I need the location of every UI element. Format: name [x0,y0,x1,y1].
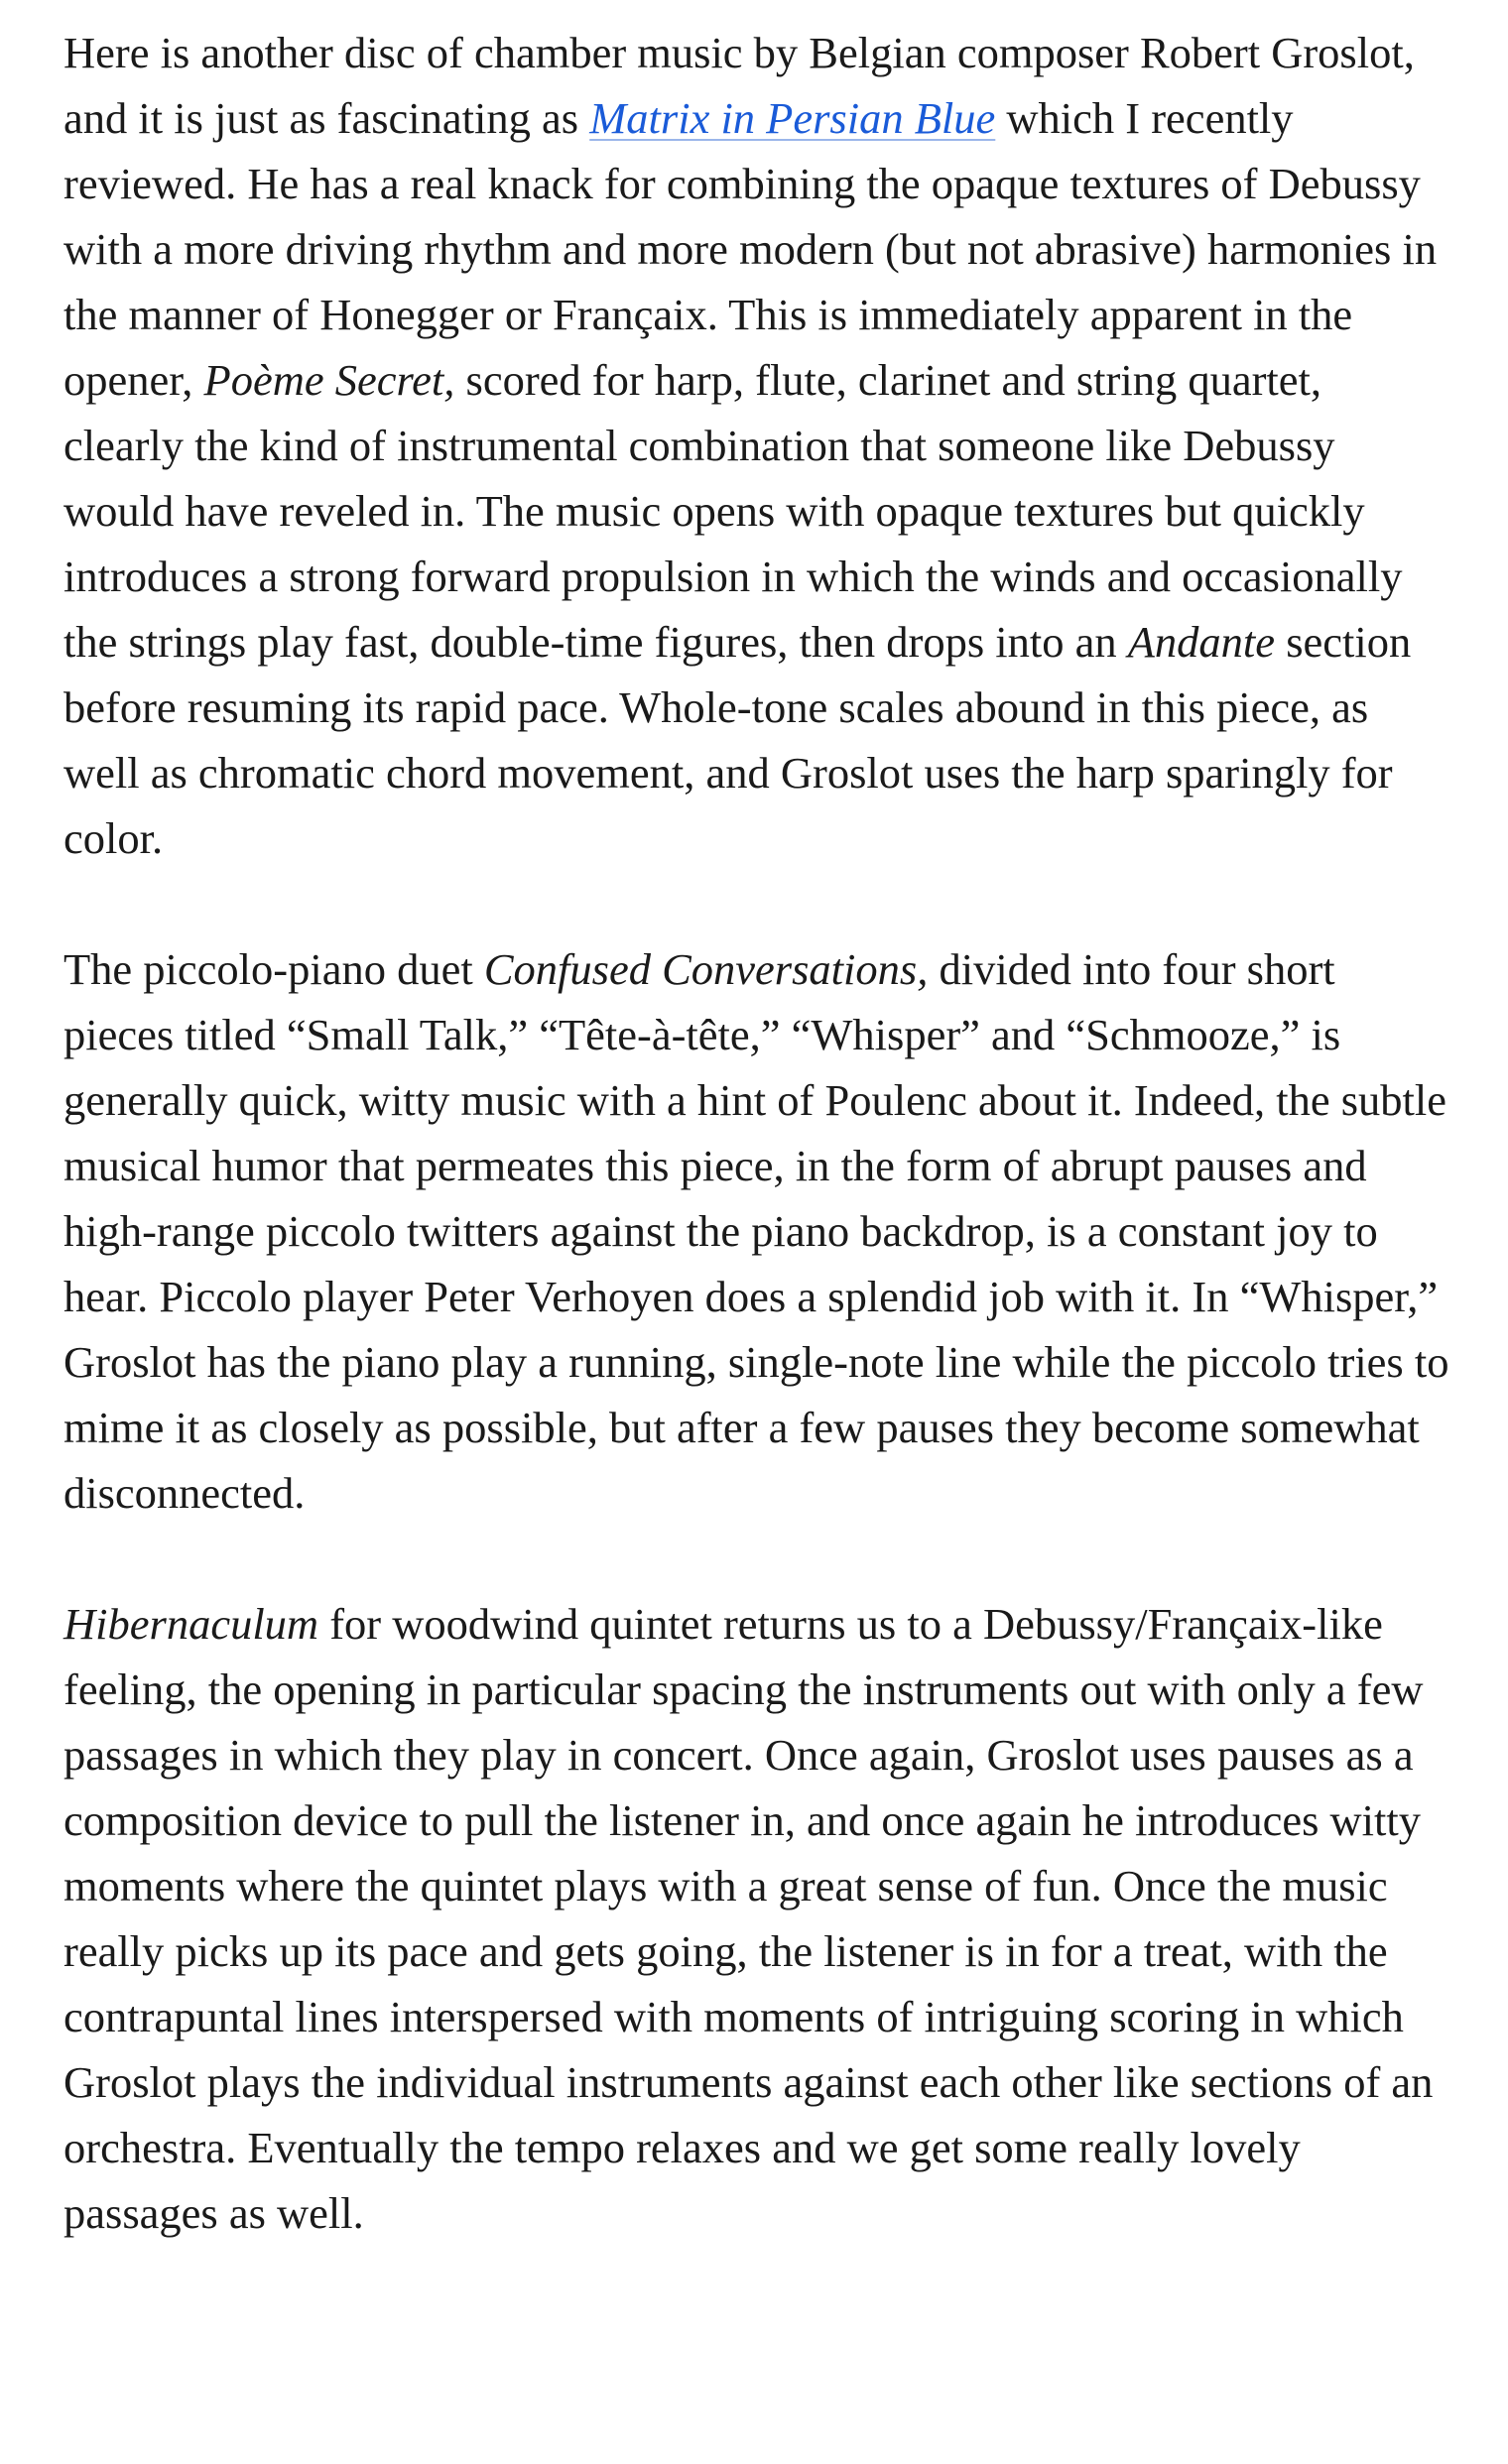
paragraph-2 [63,936,1452,1526]
paragraph-3 [63,1591,1452,2246]
paragraph-1 [63,20,1452,871]
matrix-in-persian-blue-link[interactable]: Matrix in Persian Blue [589,93,996,143]
poeme-secret-title: Poème Secret, [203,355,455,405]
paragraph-1-text-3: scored for harp, flute, clarinet and string quartet, clearly the kind of instrumental combination that someone like Debussy would have reveled in. The music opens with opaque textures but quickly introduces a strong forward propulsion in which the winds and occasionally the strings play fast, double-time figures, then drops into an [63,355,1403,667]
paragraph-2-text-2: divided into four short pieces titled “Small Talk,” “Tête-à-tête,” “Whisper” and “Schmooze,” is generally quick, witty music with a hint of Poulenc about it. Indeed, the subtle musical humor that permeates this piece, in the form of abrupt pauses and high-range piccolo twitters against the piano backdrop, is a constant joy to hear. Piccolo player Peter Verhoyen does a splendid job with it. In “Whisper,” Groslot has the piano play a running, single-note line while the piccolo tries to mime it as closely as possible, but after a few pauses they become somewhat disconnected. [63,944,1449,1518]
paragraph-3-text-1: for woodwind quintet returns us to a Debussy/Françaix-like feeling, the opening in particular spacing the instruments out with only a few passages in which they play in concert. Once again, Groslot uses pauses as a composition device to pull the listener in, and once again he introduces witty moments where the quintet plays with a great sense of fun. Once the music really picks up its pace and gets going, the listener is in for a treat, with the contrapuntal lines interspersed with moments of intriguing scoring in which Groslot plays the individual instruments against each other like sections of an orchestra. Eventually the tempo relaxes and we get some really lovely passages as well. [63,1599,1434,2238]
paragraph-2-text-1: The piccolo-piano duet [63,944,484,994]
paragraph-1-text-2: which I recently reviewed. He has a real knack for combining the opaque textures of Debussy with a more driving rhythm and more modern (but not abrasive) harmonies in the manner of Honegger or Françaix. This is immediately apparent in the opener, [63,93,1438,405]
hibernaculum-title: Hibernaculum [63,1599,319,1649]
paragraph-1-text-4: section before resuming its rapid pace. Whole-tone scales abound in this piece, as well as chromatic chord movement, and Groslot uses the harp sparingly for color. [63,617,1412,863]
confused-conversations-title: Confused Conversations, [483,944,929,994]
article-body [63,20,1452,2311]
andante-term: Andante [1127,617,1276,667]
paragraph-1-text-1: Here is another disc of chamber music by Belgian composer Robert Groslot, and it is just as fascinating as [63,28,1415,143]
